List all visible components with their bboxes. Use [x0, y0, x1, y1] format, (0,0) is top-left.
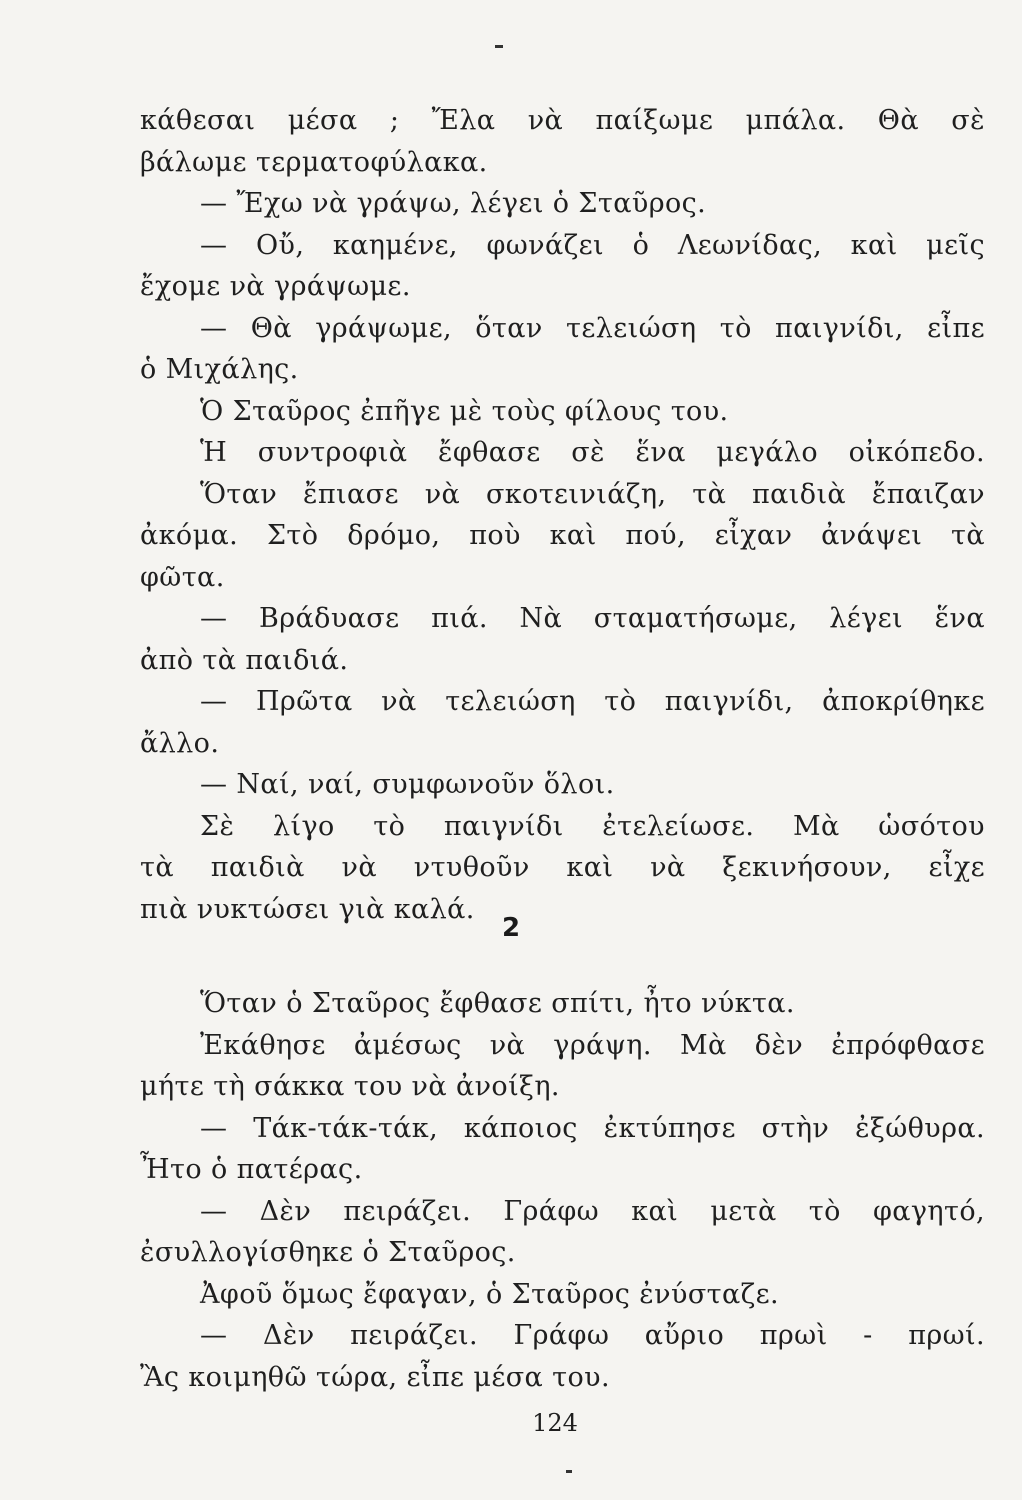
- text-line: κάθεσαι μέσα ; Ἔλα νὰ παίξωμε μπάλα. Θὰ σὲ: [140, 105, 985, 136]
- ink-speck: [495, 45, 503, 48]
- text-line: — Δὲν πειράζει. Γράφω καὶ μετὰ τὸ φαγητό,: [200, 1195, 985, 1227]
- text-line: — Θὰ γράψωμε, ὅταν τελειώση τὸ παιγνίδι, εἶπε: [200, 312, 985, 344]
- text-line: — Τάκ-τάκ-τάκ, κάποιος ἐκτύπησε στὴν ἐξώθυρα.: [200, 1112, 985, 1144]
- text-line: ὁ Μιχάλης.: [140, 354, 299, 385]
- text-line: Ὅταν ἔπιασε νὰ σκοτεινιάζη, τὰ παιδιὰ ἔπαιζαν: [200, 478, 985, 510]
- section-number: 2: [501, 913, 521, 943]
- page-number: 124: [532, 1409, 578, 1437]
- text-line: — Οὔ, καημένε, φωνάζει ὁ Λεωνίδας, καὶ μεῖς: [200, 229, 985, 261]
- text-line: μήτε τὴ σάκκα του νὰ ἀνοίξη.: [140, 1071, 560, 1102]
- text-line: Ἡ συντροφιὰ ἔφθασε σὲ ἕνα μεγάλο οἰκόπεδο.: [200, 437, 985, 468]
- text-line: ἀπὸ τὰ παιδιά.: [140, 644, 349, 676]
- text-line: βάλωμε τερματοφύλακα.: [140, 146, 488, 178]
- text-line: Ὁ Σταῦρος ἐπῆγε μὲ τοὺς φίλους του.: [200, 395, 729, 427]
- text-line: Ἂς κοιμηθῶ τώρα, εἶπε μέσα του.: [140, 1361, 610, 1393]
- text-line: Σὲ λίγο τὸ παιγνίδι ἐτελείωσε. Μὰ ὡσότου: [200, 810, 985, 842]
- text-block-after-section: [140, 983, 985, 1398]
- text-line: Ὅταν ὁ Σταῦρος ἔφθασε σπίτι, ἦτο νύκτα.: [200, 988, 795, 1019]
- text-block-before-section: [140, 100, 985, 930]
- text-line: ἀκόμα. Στὸ δρόμο, ποὺ καὶ πού, εἶχαν ἀνάψει τὰ: [140, 520, 985, 551]
- text-line: ἔχομε νὰ γράψωμε.: [140, 271, 411, 302]
- text-line: — Πρῶτα νὰ τελειώση τὸ παιγνίδι, ἀποκρίθηκε: [200, 686, 985, 717]
- text-line: Ἀφοῦ ὅμως ἔφαγαν, ὁ Σταῦρος ἐνύσταζε.: [200, 1278, 780, 1310]
- text-line: ἄλλο.: [140, 727, 220, 759]
- text-line: τὰ παιδιὰ νὰ ντυθοῦν καὶ νὰ ξεκινήσουν, εἶχε: [140, 852, 985, 883]
- text-line: Ἐκάθησε ἀμέσως νὰ γράψη. Μὰ δὲν ἐπρόφθασε: [200, 1029, 985, 1061]
- ink-speck: [566, 1470, 572, 1473]
- text-line: ἐσυλλογίσθηκε ὁ Σταῦρος.: [140, 1237, 516, 1268]
- text-line: — Δὲν πειράζει. Γράφω αὔριο πρωὶ - πρωί.: [200, 1320, 985, 1351]
- text-line: φῶτα.: [140, 561, 225, 593]
- text-line: — Ναί, ναί, συμφωνοῦν ὅλοι.: [200, 769, 615, 800]
- text-line: — Ἔχω νὰ γράψω, λέγει ὁ Σταῦρος.: [200, 188, 707, 219]
- text-line: Ἦτο ὁ πατέρας.: [140, 1154, 363, 1185]
- text-line: — Βράδυασε πιά. Νὰ σταματήσωμε, λέγει ἕνα: [200, 603, 985, 634]
- text-line: πιὰ νυκτώσει γιὰ καλά.: [140, 893, 475, 925]
